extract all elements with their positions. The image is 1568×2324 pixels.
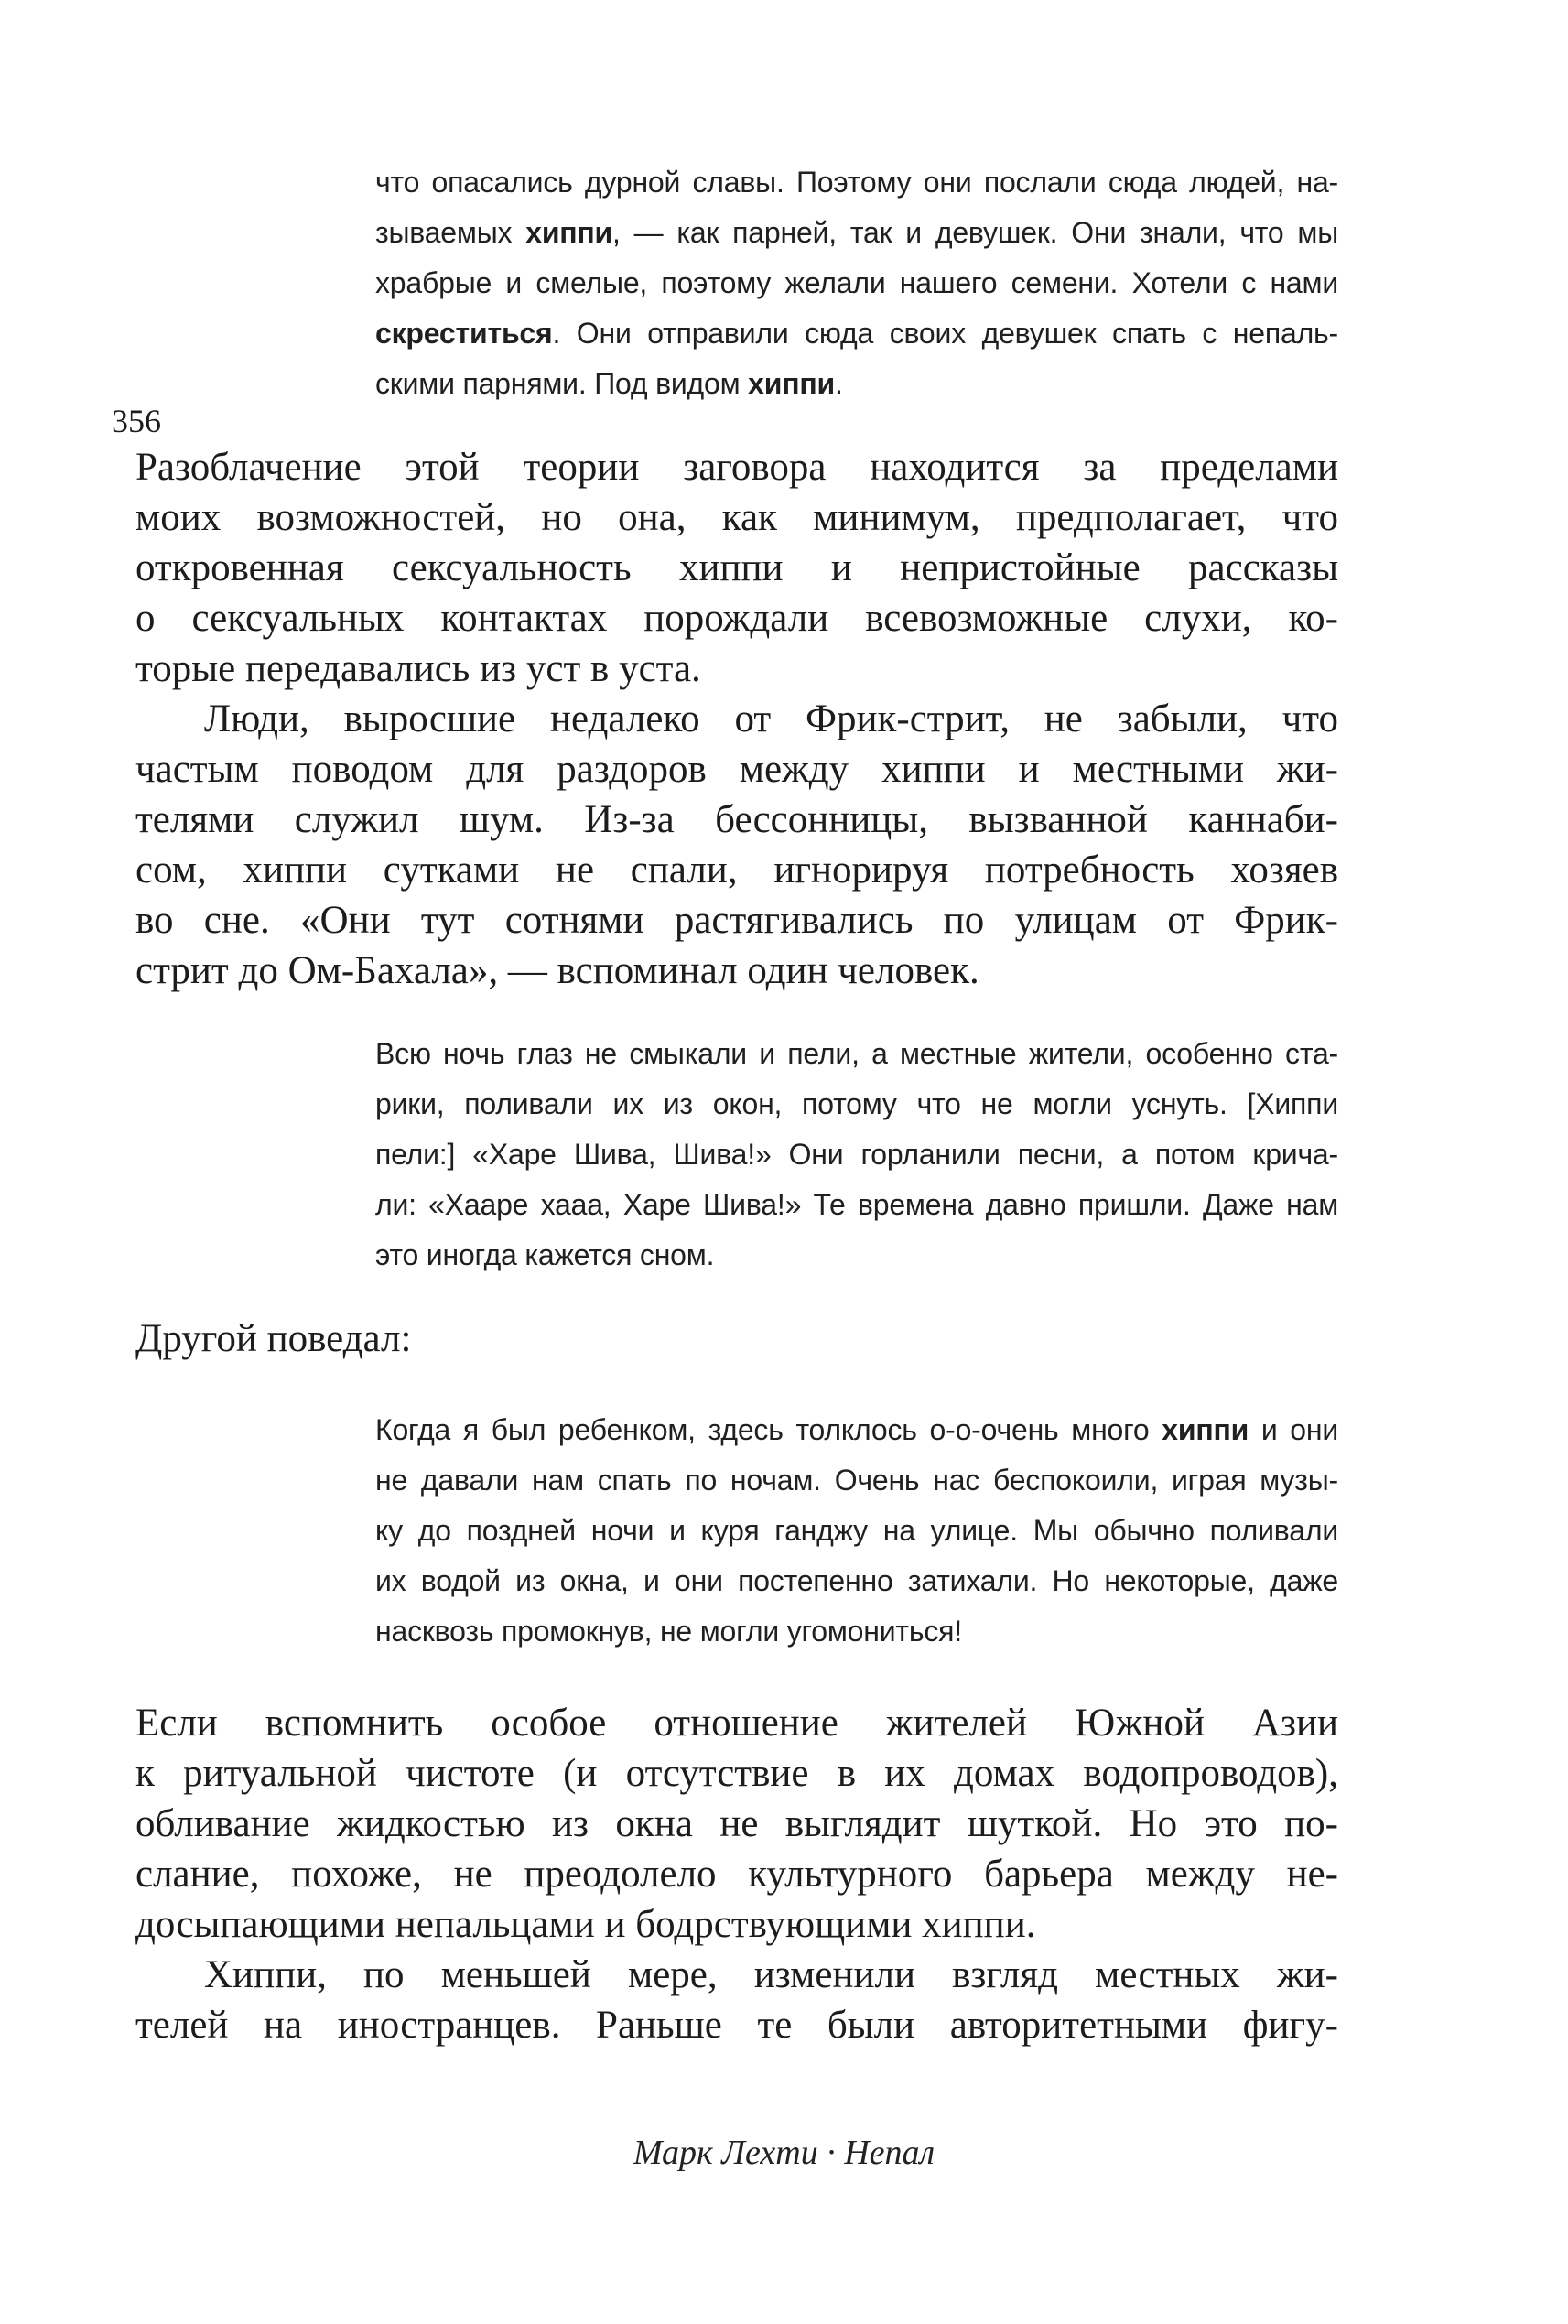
text-line xyxy=(135,543,1338,593)
text-segment: стрит до Ом-Бахала», — вспоминал один человек. xyxy=(135,949,979,992)
paragraph-1 xyxy=(135,442,1338,694)
text-segment: Если вспомнить особое отношение жителей Южной Азии xyxy=(135,1702,1338,1745)
text-line xyxy=(135,1849,1338,1899)
text-line xyxy=(375,208,1338,258)
text-line xyxy=(375,1556,1338,1606)
text-segment: частым поводом для раздоров между хиппи и местными жи- xyxy=(135,748,1338,791)
text-segment: что опасались дурной славы. Поэтому они послали сюда людей, на- xyxy=(375,166,1338,199)
text-line xyxy=(135,1748,1338,1799)
block-quote-3 xyxy=(375,1405,1338,1657)
text-line xyxy=(135,794,1338,845)
emphasis-text: хиппи xyxy=(1162,1413,1249,1446)
text-segment: пели:] «Харе Шива, Шива!» Они горланили песни, а потом крича- xyxy=(375,1138,1338,1171)
text-line xyxy=(135,442,1338,492)
text-segment: досыпающими непальцами и бодрствующими хиппи. xyxy=(135,1903,1036,1946)
text-segment: скими парнями. Под видом xyxy=(375,367,749,400)
text-segment: телями служил шум. Из-за бессонницы, вызванной каннаби- xyxy=(135,798,1338,841)
text-line xyxy=(375,1180,1338,1230)
text-line xyxy=(375,1029,1338,1079)
text-segment: это иногда кажется сном. xyxy=(375,1238,715,1271)
text-line xyxy=(135,895,1338,946)
text-line xyxy=(375,1405,1338,1455)
block-quote-2 xyxy=(375,1029,1338,1281)
text-line xyxy=(375,1455,1338,1506)
text-segment: Люди, выросшие недалеко от Фрик-стрит, не забыли, что xyxy=(204,697,1338,740)
text-segment: их водой из окна, и они постепенно затихали. Но некоторые, даже xyxy=(375,1564,1338,1597)
text-line xyxy=(135,694,1338,744)
text-segment: Всю ночь глаз не смыкали и пели, а местные жители, особенно ста- xyxy=(375,1037,1338,1070)
text-segment: телей на иностранцев. Раньше те были авторитетными фигу- xyxy=(135,2004,1338,2047)
text-segment: . xyxy=(834,367,843,400)
emphasis-text: хиппи xyxy=(748,367,835,400)
text-line xyxy=(135,593,1338,643)
text-segment: зываемых xyxy=(375,216,526,249)
emphasis-text: скреститься xyxy=(375,317,553,350)
text-segment: о сексуальных контактах порождали всевозможные слухи, ко- xyxy=(135,597,1338,640)
text-line xyxy=(135,643,1338,694)
text-segment: обливание жидкостью из окна не выглядит шуткой. Но это по- xyxy=(135,1802,1338,1845)
text-segment: Разоблачение этой теории заговора находится за пределами xyxy=(135,446,1338,489)
text-line xyxy=(375,1079,1338,1130)
running-footer: Марк Лехти · Непал xyxy=(633,2134,935,2172)
text-column xyxy=(135,157,1338,2050)
text-line xyxy=(375,1130,1338,1180)
text-segment: к ритуальной чистоте (и отсутствие в их домах водопроводов), xyxy=(135,1752,1338,1795)
text-line xyxy=(375,157,1338,208)
paragraph-2 xyxy=(135,694,1338,996)
text-line xyxy=(375,1606,1338,1657)
paragraph-4 xyxy=(135,1950,1338,2050)
text-segment: и они xyxy=(1249,1413,1338,1446)
text-segment: рики, поливали их из окон, потому что не могли уснуть. [Хиппи xyxy=(375,1087,1338,1120)
text-segment: Хиппи, по меньшей мере, изменили взгляд местных жи- xyxy=(204,1953,1338,1996)
text-line xyxy=(135,1799,1338,1849)
block-quote-1 xyxy=(375,157,1338,409)
text-line xyxy=(135,744,1338,794)
text-line xyxy=(135,2000,1338,2050)
text-segment: моих возможностей, но она, как минимум, предполагает, что xyxy=(135,496,1338,539)
text-segment: Когда я был ребенком, здесь толклось о-о-очень много xyxy=(375,1413,1162,1446)
text-line xyxy=(135,1313,1338,1364)
paragraph-3 xyxy=(135,1698,1338,1950)
paragraph-lead-in xyxy=(135,1313,1338,1364)
text-line xyxy=(375,1230,1338,1281)
text-segment: насквозь промокнув, не могли угомониться! xyxy=(375,1615,962,1648)
text-line xyxy=(375,258,1338,308)
page-number: 356 xyxy=(112,403,161,439)
text-line xyxy=(135,946,1338,996)
text-line xyxy=(135,1698,1338,1748)
text-segment: , — как парней, так и девушек. Они знали, что мы xyxy=(612,216,1339,249)
text-line xyxy=(375,308,1338,359)
text-segment: слание, похоже, не преодолело культурного барьера между не- xyxy=(135,1853,1338,1896)
text-segment: ли: «Хааре хааа, Харе Шива!» Те времена давно пришли. Даже нам xyxy=(375,1188,1338,1221)
emphasis-text: хиппи xyxy=(525,216,613,249)
text-line xyxy=(135,492,1338,543)
text-segment: храбрые и смелые, поэтому желали нашего семени. Хотели с нами xyxy=(375,266,1338,299)
text-segment: Другой поведал: xyxy=(135,1317,412,1360)
text-segment: во сне. «Они тут сотнями растягивались по улицам от Фрик- xyxy=(135,899,1338,942)
text-segment: торые передавались из уст в уста. xyxy=(135,647,701,690)
text-segment: ку до поздней ночи и куря ганджу на улице. Мы обычно поливали xyxy=(375,1514,1338,1547)
text-segment: не давали нам спать по ночам. Очень нас беспокоили, играя музы- xyxy=(375,1464,1338,1497)
text-line xyxy=(135,1899,1338,1950)
text-segment: откровенная сексуальность хиппи и непристойные рассказы xyxy=(135,546,1338,589)
text-segment: сом, хиппи сутками не спали, игнорируя потребность хозяев xyxy=(135,849,1338,892)
text-line xyxy=(375,1506,1338,1556)
text-segment: . Они отправили сюда своих девушек спать с непаль- xyxy=(552,317,1338,350)
text-line xyxy=(135,845,1338,895)
text-line xyxy=(135,1950,1338,2000)
text-line xyxy=(375,359,1338,409)
